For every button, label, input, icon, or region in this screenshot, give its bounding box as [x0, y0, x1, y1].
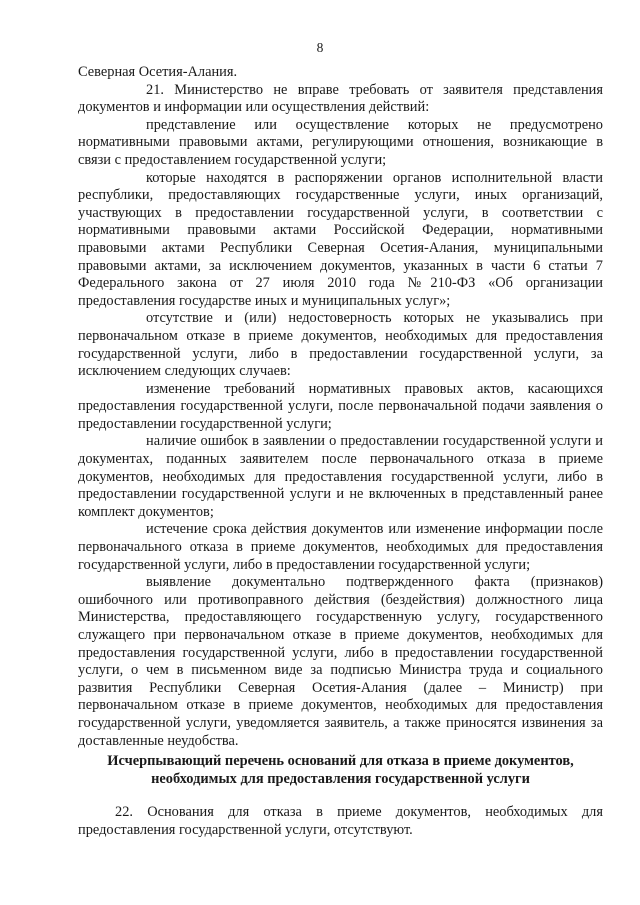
paragraph-item-22: 22. Основания для отказа в приеме документов, необходимых для предоставления государственной услуги, отсутствуют. [78, 804, 603, 838]
section-body [78, 804, 603, 839]
section-heading [78, 753, 603, 788]
paragraph-held-by-authorities: которые находятся в распоряжении органов исполнительной власти республики, предоставляющих государственные услуги, иных организаций, участвующих в предоставлении государственной услуги, в соответствии с нормативными правовыми актами Российской Федерации, нормативными правовыми актами Республики Северная Осетия-Алания, муниципальными правовыми актами, за исключением документов, указанных в части 6 статьи 7 Федерального закона от 27 июля 2010 года №210-ФЗ «Об организации предоставления государстве иных и муниципальных услуг»; [78, 169, 603, 309]
section-heading-line-1: Исчерпывающий перечень оснований для отказа в приеме документов, [107, 753, 574, 769]
paragraph-not-indicated-earlier: отсутствие и (или) недостоверность которых не указывались при первоначальном отказе в приеме документов, необходимых для предоставления государственной услуги, либо в предоставлении государственной услуги, за исключением следующих случаев: [78, 310, 603, 380]
paragraph-region-end: Северная Осетия-Алания. [78, 64, 238, 80]
section-heading-line-2: необходимых для предоставления государственной услуги [151, 770, 530, 787]
body-text [78, 64, 603, 750]
paragraph-change-of-requirements: изменение требований нормативных правовых актов, касающихся предоставления государственной услуги, после первоначальной подачи заявления о предоставлении государственной услуги; [78, 380, 603, 432]
paragraph-item-21: 21. Министерство не вправе требовать от заявителя представления документов и информации или осуществления действий: [78, 81, 603, 116]
page-number: 8 [316, 40, 324, 55]
paragraph-expiry-of-documents: истечение срока действия документов или изменение информации после первоначального отказа в приеме документов, необходимых для предоставления государственной услуги, либо в предоставлении государственной услуги; [78, 521, 603, 573]
paragraph-erroneous-action: выявление документально подтвержденного факта (признаков) ошибочного или противоправного действия (бездействия) должностного лица Министерства, предоставляющего государственную услугу, государственного служащего при первоначальном отказе в приеме документов, необходимых для предоставления государственной услуги, либо в предоставлении государственной услуги, о чем в письменном виде за подписью Министра труда и социального развития Республики Северная Осетия-Алания (далее – Министр) при первоначальном отказе в приеме документов, необходимых для предоставления государственной услуги, уведомляется заявитель, а также приносятся извинения за доставленные неудобства. [78, 574, 603, 749]
paragraph-not-provided-by-law: представление или осуществление которых не предусмотрено нормативными правовыми актами, регулирующими отношения, возникающие в связи с предоставлением государственной услуги; [78, 116, 603, 168]
paragraph-errors-in-application: наличие ошибок в заявлении о предоставлении государственной услуги и документах, поданных заявителем после первоначального отказа в приеме документов, необходимых для предоставления государственной услуги, либо в предоставлении государственной услуги и не включенных в представленный ранее комплект документов; [78, 433, 603, 520]
